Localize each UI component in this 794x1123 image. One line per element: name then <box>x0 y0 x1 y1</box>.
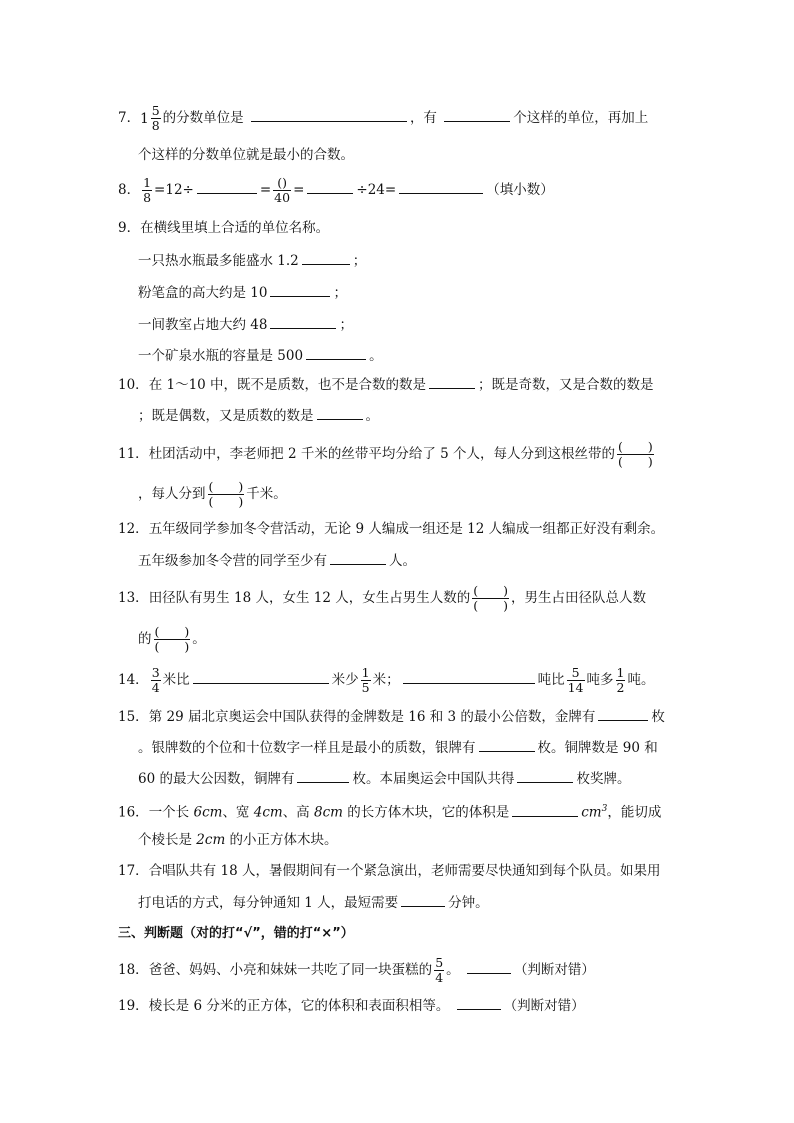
answer-blank[interactable] <box>317 405 363 420</box>
question-12: 12．五年级同学参加冬令营活动，无论 9 人编成一组还是 12 人编成一组都正好没有剩余。 <box>118 521 665 537</box>
fraction: $\frac{1}{2}$ <box>616 665 625 695</box>
question-10-cont: ；既是偶数，又是质数的数是 。 <box>138 405 698 426</box>
answer-blank[interactable] <box>193 669 329 684</box>
question-9: 9．在横线里填上合适的单位名称。 <box>118 220 330 236</box>
answer-blank[interactable] <box>197 179 257 194</box>
question-12-cont: 五年级参加冬令营的同学至少有 人。 <box>138 550 698 571</box>
answer-blank[interactable] <box>512 802 578 817</box>
question-11: 11．杜团活动中，李老师把 2 千米的丝带平均分给了 5 个人，每人分到这根丝带的 $\frac{( )}{( )}$ <box>118 439 653 469</box>
question-9-a: 一只热水瓶最多能盛水 1.2 ； <box>138 250 698 271</box>
question-10: 10．在 1～10 中，既不是质数，也不是合数的数是 ；既是奇数，又是合数的数是 <box>118 374 678 395</box>
fraction-blank[interactable]: $\frac{( )}{( )}$ <box>473 583 508 613</box>
fraction: $\frac{1}{8}$ <box>143 175 152 205</box>
question-7: 7．1 $\frac{5}{8}$ 的分数单位是 ，有 个这样的单位，再加上 <box>118 103 649 133</box>
answer-blank[interactable] <box>403 669 535 684</box>
fraction-blank[interactable]: $\frac{( )}{( )}$ <box>208 479 244 509</box>
question-17-cont: 打电话的方式，每分钟通知 1 人，最短需要 分钟。 <box>138 892 698 913</box>
question-19: 19．棱长是 6 分米的正方体，它的体积和表面积相等。 （判断对错） <box>118 995 678 1016</box>
fraction: $\frac{5}{8}$ <box>151 103 160 133</box>
section-heading: 三、判断题（对的打“√”，错的打“×”） <box>118 926 354 941</box>
fraction: $\frac{5}{4}$ <box>435 955 444 985</box>
question-7-cont: 个这样的分数单位就是最小的合数。 <box>138 147 354 163</box>
question-number: 7． <box>118 110 141 126</box>
fraction: $\frac{5}{14}$ <box>567 665 584 695</box>
answer-blank[interactable] <box>251 107 407 122</box>
mixed-number: 1 $\frac{5}{8}$ <box>140 103 160 133</box>
question-9-b: 粉笔盒的高大约是 10 ； <box>138 282 698 303</box>
answer-blank[interactable] <box>429 374 475 389</box>
fraction-blank[interactable]: $\frac{( )}{( )}$ <box>618 439 653 469</box>
answer-blank[interactable] <box>444 107 510 122</box>
fraction: $\frac{3}{4}$ <box>151 665 160 695</box>
question-9-d: 一个矿泉水瓶的容量是 500 。 <box>138 345 698 366</box>
answer-blank[interactable] <box>330 550 386 565</box>
answer-blank[interactable] <box>401 892 445 907</box>
question-16: 16．一个长 6cm、宽 4cm、高 8cm 的长方体木块，它的体积是 $cm^3$，能切成 <box>118 799 678 823</box>
question-17: 17．合唱队共有 18 人，暑假期间有一个紧急演出，老师需要尽快通知到每个队员。如果用 <box>118 863 661 879</box>
question-15-cont2: 60 的最大公因数，铜牌有 枚。本届奥运会中国队共得 枚奖牌。 <box>138 768 698 789</box>
question-15: 15．第 29 届北京奥运会中国队获得的金牌数是 16 和 3 的最小公倍数，金牌有 枚 <box>118 706 678 727</box>
answer-blank[interactable] <box>302 250 350 265</box>
answer-blank[interactable] <box>297 768 349 783</box>
question-9-c: 一间教室占地大约 48 ； <box>138 314 698 335</box>
question-13: 13．田径队有男生 18 人，女生 12 人，女生占男生人数的 $\frac{( )}{( )}$ ，男生占田径队总人数 <box>118 583 646 613</box>
answer-blank[interactable] <box>467 959 511 974</box>
question-11-cont: ，每人分到 $\frac{( )}{( )}$ 千米。 <box>138 479 287 509</box>
question-8: 8． $\frac{1}{8}$ =12÷ = $\frac{()}{40}$ = ÷24= （填小数） <box>118 175 554 205</box>
answer-blank[interactable] <box>270 282 330 297</box>
question-13-cont: 的 $\frac{( )}{( )}$ 。 <box>138 624 206 654</box>
question-14: 14． $\frac{3}{4}$ 米比 米少 $\frac{1}{5}$ 米； 吨比 $\frac{5}{14}$ 吨多 $\frac{1}{2}$ 吨。 <box>118 665 655 695</box>
answer-blank[interactable] <box>399 179 483 194</box>
question-16-cont: 个棱长是 2cm 的小正方体木块。 <box>138 832 338 848</box>
answer-blank[interactable] <box>479 737 535 752</box>
answer-blank[interactable] <box>517 768 573 783</box>
question-15-cont1: 。银牌数的个位和十位数字一样且是最小的质数，银牌有 枚。铜牌数是 90 和 <box>138 737 698 758</box>
question-18: 18．爸爸、妈妈、小亮和妹妹一共吃了同一块蛋糕的 $\frac{5}{4}$ 。 （判断对错） <box>118 955 595 985</box>
fraction: $\frac{1}{5}$ <box>361 665 370 695</box>
answer-blank[interactable] <box>598 706 648 721</box>
answer-blank[interactable] <box>457 995 501 1010</box>
fraction-blank[interactable]: $\frac{()}{40}$ <box>274 175 291 205</box>
answer-blank[interactable] <box>306 345 366 360</box>
answer-blank[interactable] <box>270 314 336 329</box>
answer-blank[interactable] <box>307 179 353 194</box>
fraction-blank[interactable]: $\frac{( )}{( )}$ <box>154 624 190 654</box>
